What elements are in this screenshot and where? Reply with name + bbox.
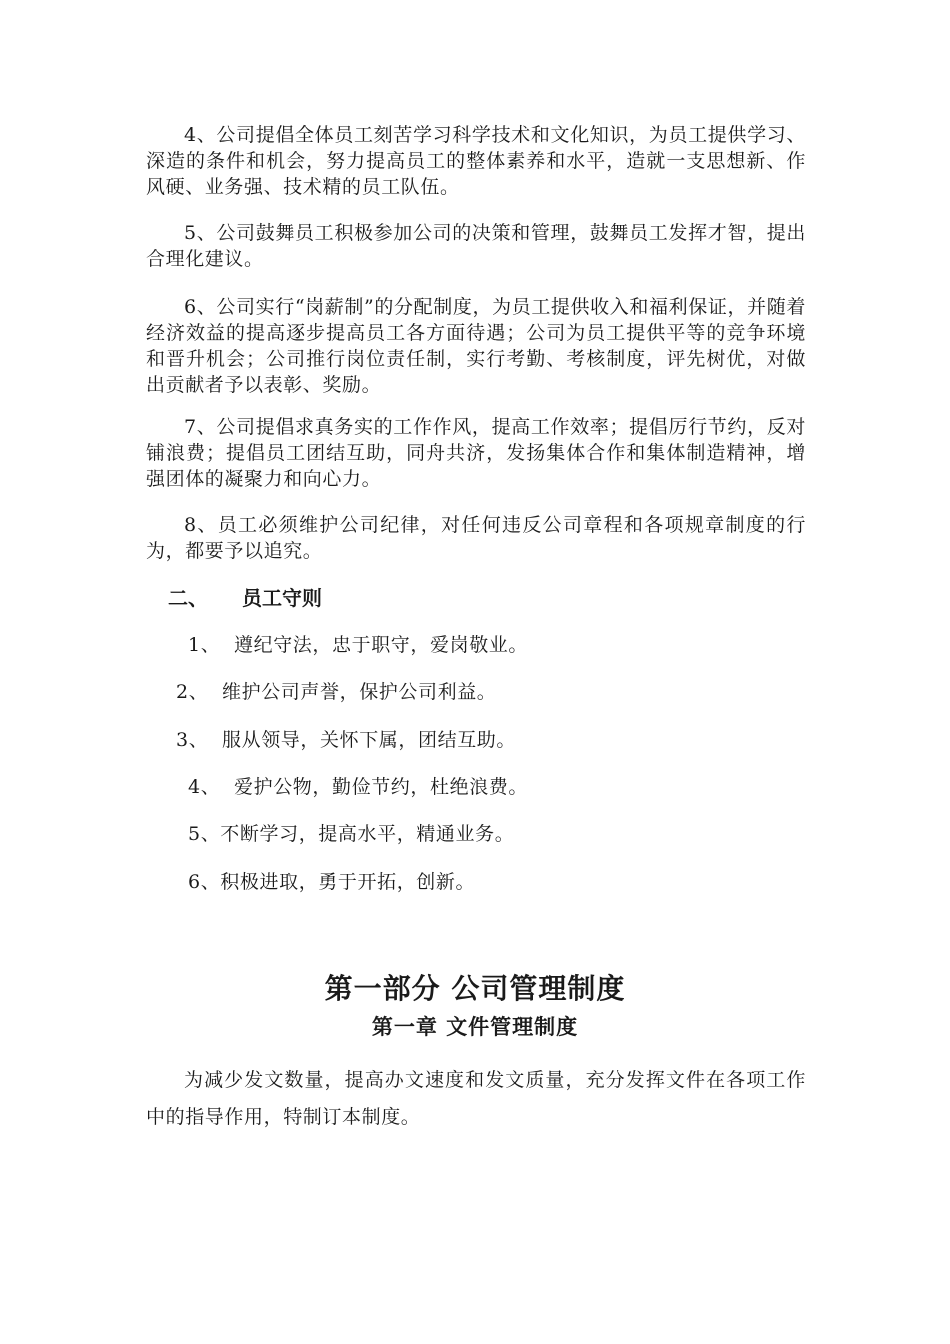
rule-item-1: [188, 632, 528, 658]
chapter-intro: 为减少发文数量，提高办文速度和发文质量，充分发挥文件在各项工作中的指导作用，特制订本制度。: [146, 1069, 806, 1128]
rule-item-2: [176, 679, 496, 705]
rule-item-6: [188, 869, 475, 895]
principle-8: 8、员工必须维护公司纪律，对任何违反公司章程和各项规章制度的行为，都要予以追究。: [146, 514, 806, 562]
rule-number: 5、: [188, 823, 221, 845]
rule-number: 1、: [188, 634, 221, 656]
principle-4: 4、公司提倡全体员工刻苦学习科学技术和文化知识，为员工提供学习、深造的条件和机会，努力提高员工的整体素养和水平，造就一支思想新、作风硬、业务强、技术精的员工队伍。: [146, 124, 806, 198]
section-number: 二、: [168, 586, 208, 610]
rule-text: 爱护公物，勤俭节约，杜绝浪费。: [234, 776, 529, 798]
principle-5: 5、公司鼓舞员工积极参加公司的决策和管理，鼓舞员工发挥才智，提出合理化建议。: [146, 222, 806, 270]
section-title: 员工守则: [242, 586, 322, 610]
rule-text: 不断学习，提高水平，精通业务。: [220, 823, 515, 845]
rule-item-3: [176, 727, 516, 753]
principle-6: 6、公司实行“岗薪制”的分配制度，为员工提供收入和福利保证，并随着经济效益的提高逐步提高员工各方面待遇；公司为员工提供平等的竞争环境和晋升机会；公司推行岗位责任制，实行考勤、考核制度，评先树优，对做出贡献者予以表彰、奖励。: [146, 296, 806, 396]
principle-7: 7、公司提倡求真务实的工作作风，提高工作效率；提倡厉行节约，反对铺浪费；提倡员工团结互助，同舟共济，发扬集体合作和集体制造精神，增强团体的凝聚力和向心力。: [146, 416, 806, 490]
chapter-title: 第一章 文件管理制度: [371, 1014, 579, 1039]
rule-number: 4、: [188, 776, 221, 798]
rule-number: 6、: [188, 871, 221, 893]
part-title: 第一部分 公司管理制度: [324, 972, 626, 1005]
rule-number: 3、: [176, 729, 209, 751]
rule-text: 遵纪守法，忠于职守，爱岗敬业。: [234, 634, 529, 656]
rule-text: 服从领导，关怀下属，团结互助。: [222, 729, 517, 751]
rule-item-5: [188, 821, 514, 847]
rule-text: 积极进取，勇于开拓，创新。: [220, 871, 476, 893]
section-heading-employee-rules: [168, 584, 322, 612]
rule-item-4: [188, 774, 528, 800]
rule-number: 2、: [176, 681, 209, 703]
rule-text: 维护公司声誉，保护公司利益。: [222, 681, 497, 703]
